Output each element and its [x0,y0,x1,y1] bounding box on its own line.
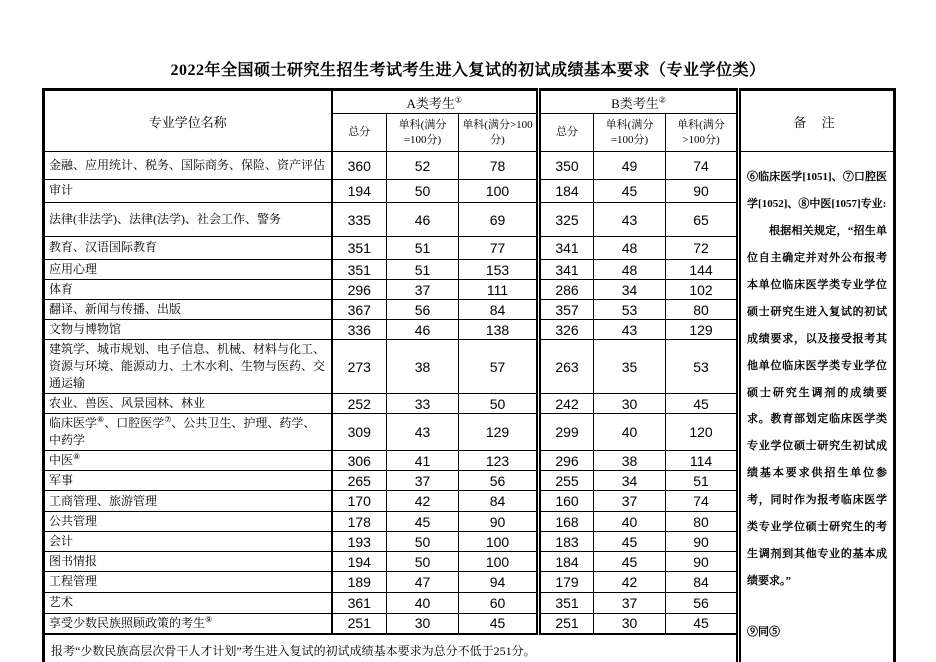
score-cell: 77 [459,237,539,260]
score-cell: 72 [666,237,739,260]
score-cell: 74 [666,491,739,512]
score-cell: 273 [332,340,387,394]
score-cell: 30 [594,613,666,634]
score-cell: 336 [332,320,387,340]
score-cell: 80 [666,512,739,532]
score-cell: 100 [459,532,539,552]
score-cell: 168 [539,512,594,532]
score-cell: 194 [332,180,387,203]
header-a-subject-gt100: 单科(满分>100分) [459,114,539,152]
score-cell: 43 [594,203,666,237]
score-cell: 51 [387,260,459,280]
score-cell: 325 [539,203,594,237]
score-cell: 265 [332,471,387,491]
score-cell: 56 [387,300,459,320]
score-cell: 153 [459,260,539,280]
score-cell: 53 [594,300,666,320]
score-cell: 43 [594,320,666,340]
score-cell: 30 [387,613,459,634]
header-b-subject-gt100: 单科(满分>100分) [666,114,739,152]
score-cell: 33 [387,394,459,414]
degree-name-cell: 教育、汉语国际教育 [44,237,332,260]
score-cell: 129 [666,320,739,340]
header-a-total: 总分 [332,114,387,152]
score-requirements-table [42,88,896,662]
score-cell: 37 [594,592,666,613]
degree-name-cell: 文物与博物馆 [44,320,332,340]
score-cell: 45 [594,532,666,552]
score-cell: 45 [666,394,739,414]
score-cell: 50 [387,532,459,552]
score-cell: 251 [332,613,387,634]
score-cell: 45 [387,512,459,532]
degree-name-cell: 体育 [44,280,332,300]
score-cell: 335 [332,203,387,237]
degree-name-cell: 临床医学⑥、口腔医学⑦、公共卫生、护理、药学、中药学 [44,414,332,451]
degree-name-cell: 会计 [44,532,332,552]
score-cell: 46 [387,203,459,237]
score-cell: 84 [666,572,739,592]
group-a-label: A类考生 [406,95,455,111]
score-cell: 37 [387,471,459,491]
score-cell: 43 [387,414,459,451]
score-cell: 34 [594,280,666,300]
score-cell: 38 [387,340,459,394]
score-cell: 53 [666,340,739,394]
score-cell: 351 [332,237,387,260]
score-cell: 263 [539,340,594,394]
score-cell: 94 [459,572,539,592]
degree-name-cell: 军事 [44,471,332,491]
score-cell: 37 [387,280,459,300]
score-cell: 41 [387,451,459,471]
header-row-groups [44,90,895,114]
remark-paragraph: 根据相关规定，“招生单位自主确定并对外公布报考本单位临床医学类专业学位硕士研究生进入复试的初试成绩要求，以及接受报考其他单位临床医学类专业学位硕士研究生调剂的成绩要求。教育部划定临床医学类专业学位硕士研究生初试成绩基本要求供招生单位参考，同时作为报考临床医学类专业学位硕士研究生的考生调剂到其他专业的基本成绩要求。” [747,224,888,588]
score-cell: 37 [594,491,666,512]
score-cell: 40 [387,592,459,613]
score-cell: 38 [594,451,666,471]
score-cell: 45 [594,180,666,203]
score-cell: 100 [459,180,539,203]
score-cell: 80 [666,300,739,320]
score-cell: 123 [459,451,539,471]
score-cell: 51 [387,237,459,260]
degree-name-cell: 工商管理、旅游管理 [44,491,332,512]
score-cell: 179 [539,572,594,592]
score-cell: 45 [459,613,539,634]
group-a-footnote-mark: ① [454,95,463,105]
score-cell: 40 [594,512,666,532]
score-cell: 102 [666,280,739,300]
score-cell: 296 [539,451,594,471]
header-a-subject-eq100: 单科(满分=100分) [387,114,459,152]
remark-paragraph: ⑨同⑤ [747,626,781,638]
degree-name-cell: 翻译、新闻与传播、出版 [44,300,332,320]
score-cell: 367 [332,300,387,320]
group-b-label: B类考生 [611,95,659,111]
header-group-b [539,90,739,114]
score-cell: 50 [459,394,539,414]
header-b-total: 总分 [539,114,594,152]
degree-name-cell: 中医⑧ [44,451,332,471]
score-cell: 120 [666,414,739,451]
page-title: 2022年全国硕士研究生招生考试考生进入复试的初试成绩基本要求（专业学位类） [170,62,766,79]
score-cell: 184 [539,180,594,203]
footer-note: 报考“少数民族高层次骨干人才计划”考生进入复试的初试成绩基本要求为总分不低于251分。 [44,634,739,662]
header-b-subject-eq100: 单科(满分=100分) [594,114,666,152]
degree-name-cell: 应用心理 [44,260,332,280]
score-cell: 90 [459,512,539,532]
score-cell: 57 [459,340,539,394]
score-cell: 350 [539,152,594,180]
score-cell: 138 [459,320,539,340]
score-cell: 65 [666,203,739,237]
score-cell: 90 [666,552,739,572]
score-cell: 50 [387,180,459,203]
score-cell: 255 [539,471,594,491]
score-cell: 34 [594,471,666,491]
score-cell: 326 [539,320,594,340]
score-cell: 357 [539,300,594,320]
score-cell: 286 [539,280,594,300]
score-cell: 242 [539,394,594,414]
score-cell: 90 [666,180,739,203]
score-cell: 341 [539,260,594,280]
score-cell: 42 [594,572,666,592]
score-cell: 84 [459,491,539,512]
score-cell: 144 [666,260,739,280]
score-cell: 30 [594,394,666,414]
score-cell: 193 [332,532,387,552]
score-cell: 351 [332,260,387,280]
score-cell: 170 [332,491,387,512]
score-cell: 184 [539,552,594,572]
score-cell: 341 [539,237,594,260]
score-cell: 40 [594,414,666,451]
degree-name-cell: 农业、兽医、风景园林、林业 [44,394,332,414]
score-cell: 100 [459,552,539,572]
degree-name-cell: 工程管理 [44,572,332,592]
score-cell: 194 [332,552,387,572]
score-cell: 48 [594,237,666,260]
degree-name-cell: 法律(非法学)、法律(法学)、社会工作、警务 [44,203,332,237]
score-cell: 299 [539,414,594,451]
score-cell: 183 [539,532,594,552]
remark-paragraph: ⑥临床医学[1051]、⑦口腔医学[1052]、⑧中医[1057]专业: [747,171,888,210]
score-cell: 47 [387,572,459,592]
score-cell: 361 [332,592,387,613]
score-cell: 251 [539,613,594,634]
degree-name-cell: 艺术 [44,592,332,613]
score-cell: 84 [459,300,539,320]
score-cell: 60 [459,592,539,613]
score-cell: 160 [539,491,594,512]
score-cell: 52 [387,152,459,180]
footnote-mark: ⑥ [97,415,105,425]
score-cell: 69 [459,203,539,237]
footnote-mark: ⑦ [164,415,172,425]
header-group-a [332,90,539,114]
degree-name-cell: 金融、应用统计、税务、国际商务、保险、资产评估 [44,152,332,180]
degree-name-cell: 建筑学、城市规划、电子信息、机械、材料与化工、资源与环境、能源动力、土木水利、生物与医药、交通运输 [44,340,332,394]
degree-name-cell: 审计 [44,180,332,203]
score-cell: 46 [387,320,459,340]
score-cell: 129 [459,414,539,451]
degree-name-cell: 图书情报 [44,552,332,572]
score-cell: 189 [332,572,387,592]
footnote-mark: ⑧ [73,452,81,462]
score-cell: 50 [387,552,459,572]
footnote-mark: ⑨ [205,614,213,624]
score-cell: 296 [332,280,387,300]
score-cell: 49 [594,152,666,180]
score-cell: 309 [332,414,387,451]
score-cell: 178 [332,512,387,532]
score-cell: 56 [459,471,539,491]
score-cell: 306 [332,451,387,471]
score-cell: 360 [332,152,387,180]
remark-cell [739,152,895,662]
score-cell: 90 [666,532,739,552]
score-cell: 35 [594,340,666,394]
degree-name-cell: 公共管理 [44,512,332,532]
score-cell: 252 [332,394,387,414]
score-cell: 111 [459,280,539,300]
score-cell: 48 [594,260,666,280]
table-row [44,152,895,180]
score-cell: 45 [594,552,666,572]
score-cell: 56 [666,592,739,613]
score-cell: 74 [666,152,739,180]
group-b-footnote-mark: ② [658,95,666,105]
degree-name-cell: 享受少数民族照顾政策的考生⑨ [44,613,332,634]
score-cell: 45 [666,613,739,634]
score-cell: 78 [459,152,539,180]
score-cell: 42 [387,491,459,512]
score-cell: 114 [666,451,739,471]
score-cell: 351 [539,592,594,613]
header-degree-name: 专业学位名称 [44,90,332,152]
header-remark: 备 注 [739,90,895,152]
score-cell: 51 [666,471,739,491]
